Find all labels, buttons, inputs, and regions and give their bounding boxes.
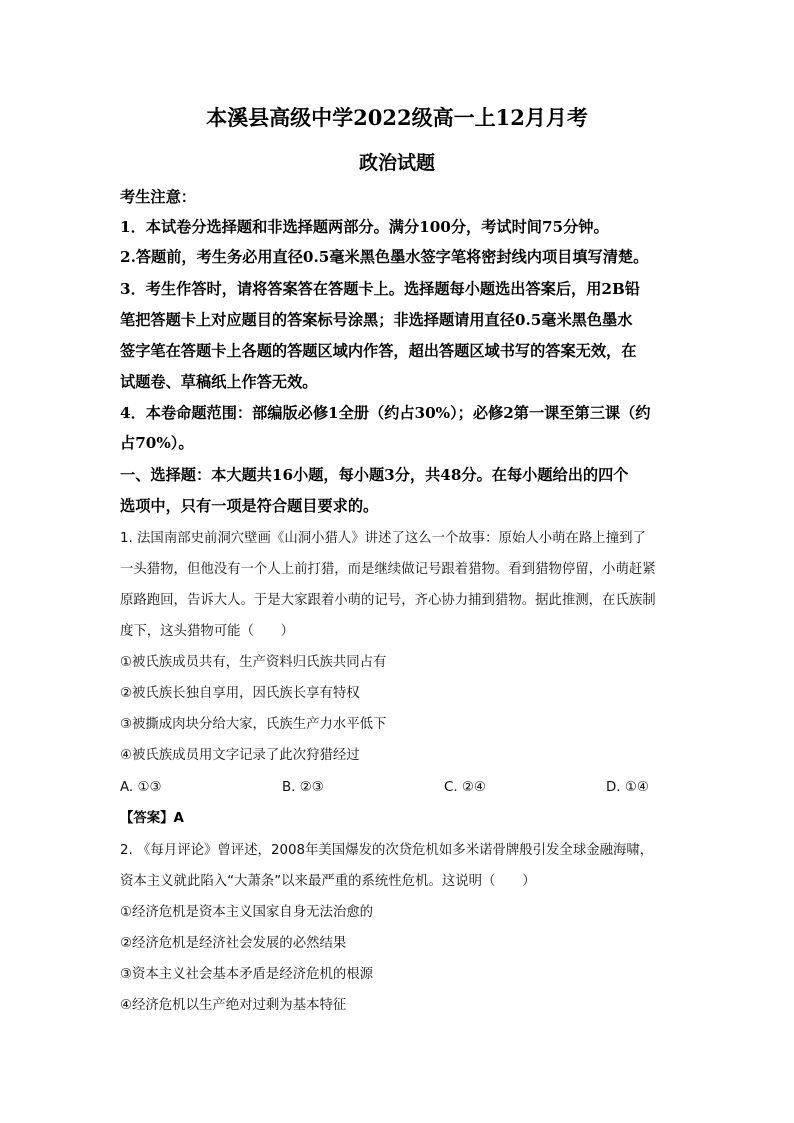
notice-line: 3．考生作答时，请将答案答在答题卡上。选择题每小题选出答案后，用2B铅: [120, 280, 640, 298]
q1-stem-line: 1. 法国南部史前洞穴壁画《山洞小猎人》讲述了这么一个故事：原始人小萌在路上撞到了: [120, 531, 646, 546]
q1-statement: ②被氏族长独自享用，因氏族长享有特权: [120, 686, 360, 701]
q1-option-c: C. ②④: [444, 780, 486, 795]
q1-option-b: B. ②③: [282, 780, 324, 795]
notice-line: 占70%）。: [120, 434, 194, 452]
notice-heading: 考生注意：: [120, 188, 196, 206]
notice-line: 1．本试卷分选择题和非选择题两部分。满分100分，考试时间75分钟。: [120, 218, 609, 236]
q1-stem-line: 度下，这头猎物可能（ ）: [120, 624, 295, 639]
q2-statement: ②经济危机是经济社会发展的必然结果: [120, 936, 347, 951]
q1-statement: ①被氏族成员共有，生产资料归氏族共同占有: [120, 655, 387, 670]
notice-line: 笔把答题卡上对应题目的答案标号涂黑；非选择题请用直径0.5毫米黑色墨水: [120, 311, 633, 329]
q1-option-a: A. ①③: [120, 780, 162, 795]
q2-statement: ①经济危机是资本主义国家自身无法治愈的: [120, 905, 374, 920]
section-heading: 一、选择题：本大题共16小题，每小题3分，共48分。在每小题给出的四个: [120, 466, 629, 484]
q2-stem-line: 资本主义就此陷入“大萧条”以来最严重的系统性危机。这说明（ ）: [120, 874, 536, 889]
notice-line: 签字笔在答题卡上各题的答题区域内作答，超出答题区域书写的答案无效，在: [120, 342, 637, 360]
exam-subtitle: 政治试题: [358, 152, 435, 174]
q1-stem-line: 原路跑回，告诉大人。于是大家跟着小萌的记号，齐心协力捕到猎物。据此推测，在氏族制: [120, 593, 656, 608]
q1-stem-line: 一头猎物，但他没有一个人上前打猎，而是继续做记号跟着猎物。看到猎物停留，小萌赶紧: [120, 562, 656, 577]
q1-option-d: D. ①④: [606, 780, 649, 795]
q1-answer: 【答案】A: [120, 811, 184, 826]
notice-line: 试题卷、草稿纸上作答无效。: [120, 373, 318, 391]
q2-statement: ④经济危机以生产绝对过剩为基本特征: [120, 998, 347, 1013]
exam-title: 本溪县高级中学2022级高一上12月月考: [206, 105, 588, 130]
section-heading: 选项中，只有一项是符合题目要求的。: [120, 497, 379, 515]
notice-line: 4．本卷命题范围：部编版必修1全册（约占30%）；必修2第一课至第三课（约: [120, 404, 651, 422]
notice-line: 2.答题前，考生务必用直径0.5毫米黑色墨水签字笔将密封线内项目填写清楚。: [120, 248, 649, 266]
q2-statement: ③资本主义社会基本矛盾是经济危机的根源: [120, 967, 374, 982]
q2-stem-line: 2. 《每月评论》曾评述，2008年美国爆发的次贷危机如多米诺骨牌般引发全球金融海啸，: [120, 843, 654, 858]
q1-statement: ③被撕成肉块分给大家，氏族生产力水平低下: [120, 717, 387, 732]
q1-statement: ④被氏族成员用文字记录了此次狩猎经过: [120, 748, 360, 763]
